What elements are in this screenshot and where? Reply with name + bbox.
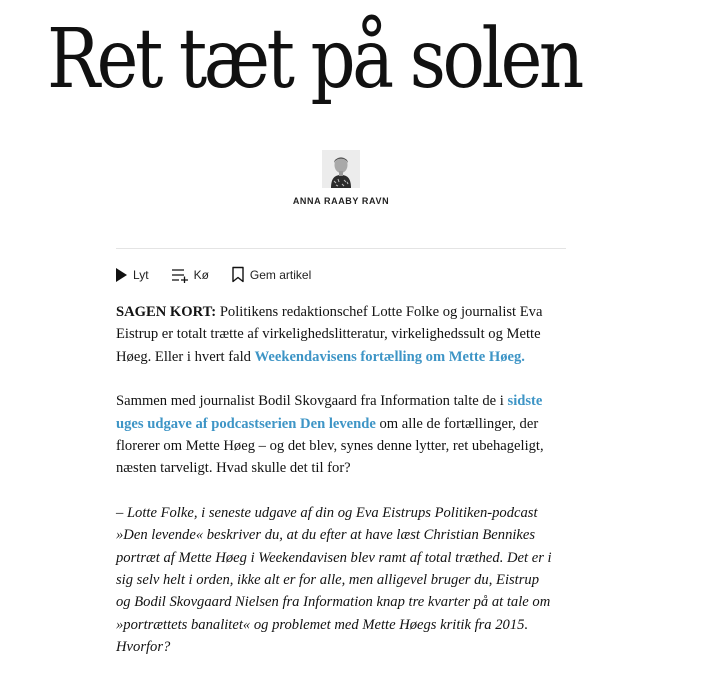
queue-button[interactable] [171, 267, 209, 283]
summary-link[interactable]: Weekendavisens fortælling om Mette Høeg. [254, 348, 525, 365]
play-icon [114, 267, 128, 283]
podcast-link[interactable]: sidste uges udgave af podcastserien Den levende [116, 393, 543, 432]
article-body [116, 301, 556, 681]
article-toolbar [114, 266, 333, 283]
author-name[interactable]: ANNA RAABY RAVN [292, 196, 390, 206]
question-paragraph: – Lotte Folke, i seneste udgave af din og Eva Eistrups Politiken-podcast »Den levende« beskriver du, at du efter at have læst Christian Bennikes portræt af Mette Høeg i Weekendavisen blev ramt af total træthed. Det er i sig selv helt i orden, ikke alt er for alle, men alligevel bruger du, Eistrup og Bodil Skovgaard Nielsen fra Information knap tre kvarter på at tale om »portrættets banalitet« og problemet med Mette Høegs kritik fra 2015. Hvorfor? [116, 504, 552, 656]
divider [116, 248, 566, 249]
summary-paragraph [116, 301, 556, 368]
queue-add-icon [171, 267, 189, 283]
paragraph-2-after: om alle de fortællinger, der florerer om Mette Høeg – og det blev, synes denne lytter, ret ubehageligt, næsten tarveligt. Hvad skulle det til for? [116, 415, 544, 477]
queue-label: Kø [193, 267, 209, 282]
save-article-button[interactable] [231, 266, 311, 283]
paragraph-2 [116, 390, 556, 480]
paragraph-2-before: Sammen med journalist Bodil Skovgaard fra Information talte de i [116, 393, 508, 410]
article-headline: Ret tæt på solen [47, 12, 581, 107]
author-avatar[interactable] [322, 150, 360, 188]
save-article-label: Gem artikel [249, 267, 312, 282]
listen-label: Lyt [133, 267, 149, 282]
listen-button[interactable] [114, 267, 149, 283]
summary-text: Politikens redaktionschef Lotte Folke og journalist Eva Eistrup er totalt trætte af virkelighedslitteratur, virkelighedssult og Mette Høeg. Eller i hvert fald [116, 304, 543, 365]
byline [116, 150, 566, 206]
summary-label: SAGEN KORT: [116, 304, 217, 320]
bookmark-icon [231, 266, 245, 283]
